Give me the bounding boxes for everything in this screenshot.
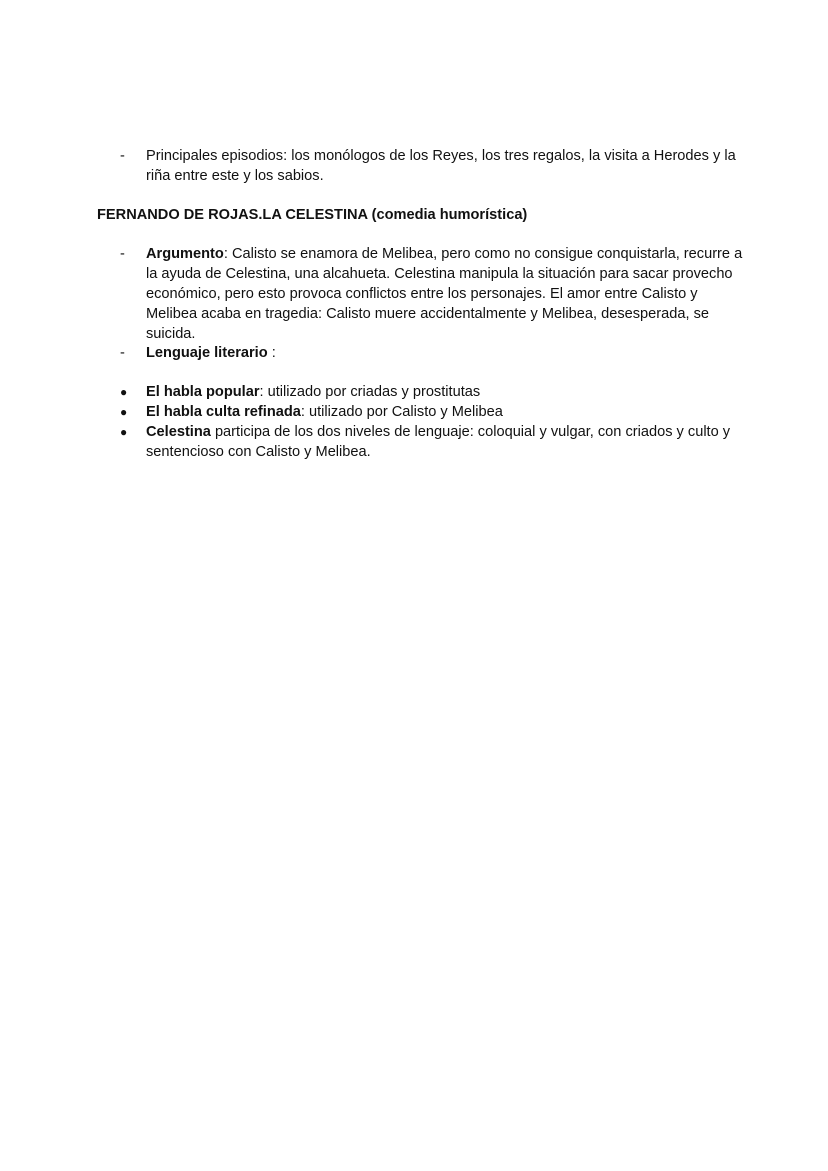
list-item-lenguaje	[146, 343, 746, 363]
bullet-marker: ●	[120, 385, 128, 399]
bullet-marker: ●	[120, 425, 128, 439]
item-label: Lenguaje literario	[146, 345, 268, 361]
dash-marker: -	[120, 246, 125, 262]
section-heading: FERNANDO DE ROJAS.LA CELESTINA (comedia humorística)	[97, 207, 528, 223]
dash-marker: -	[120, 345, 125, 361]
list-item-episodios	[146, 146, 746, 186]
item-text: Principales episodios: los monólogos de los Reyes, los tres regalos, la visita a Herodes y la riña entre este y los sabios.	[146, 148, 736, 184]
bullet-item-habla-culta	[146, 402, 746, 422]
item-text: : utilizado por criadas y prostitutas	[259, 384, 481, 400]
list-item-argumento	[146, 244, 746, 344]
item-label: Celestina	[146, 424, 211, 440]
item-text: : utilizado por Calisto y Melibea	[300, 404, 503, 420]
item-label: El habla popular	[146, 384, 260, 400]
bullet-marker: ●	[120, 405, 128, 419]
bullet-item-habla-popular	[146, 382, 746, 402]
bullet-item-celestina	[146, 422, 746, 462]
item-text: participa de los dos niveles de lenguaje: coloquial y vulgar, con criados y culto y sentencioso con Calisto y Melibea.	[146, 424, 731, 460]
item-label: El habla culta refinada	[146, 404, 301, 420]
item-label: Argumento	[146, 246, 224, 262]
item-text: :	[267, 345, 276, 361]
item-text: : Calisto se enamora de Melibea, pero como no consigue conquistarla, recurre a la ayuda de Celestina, una alcahueta. Celestina manipula la situación para sacar provecho económico, pero esto provoca conflictos entre los personajes. El amor entre Calisto y Melibea acaba en tragedia: Calisto muere accidentalmente y Melibea, desesperada, se suicida.	[146, 246, 743, 342]
dash-marker: -	[120, 148, 125, 164]
